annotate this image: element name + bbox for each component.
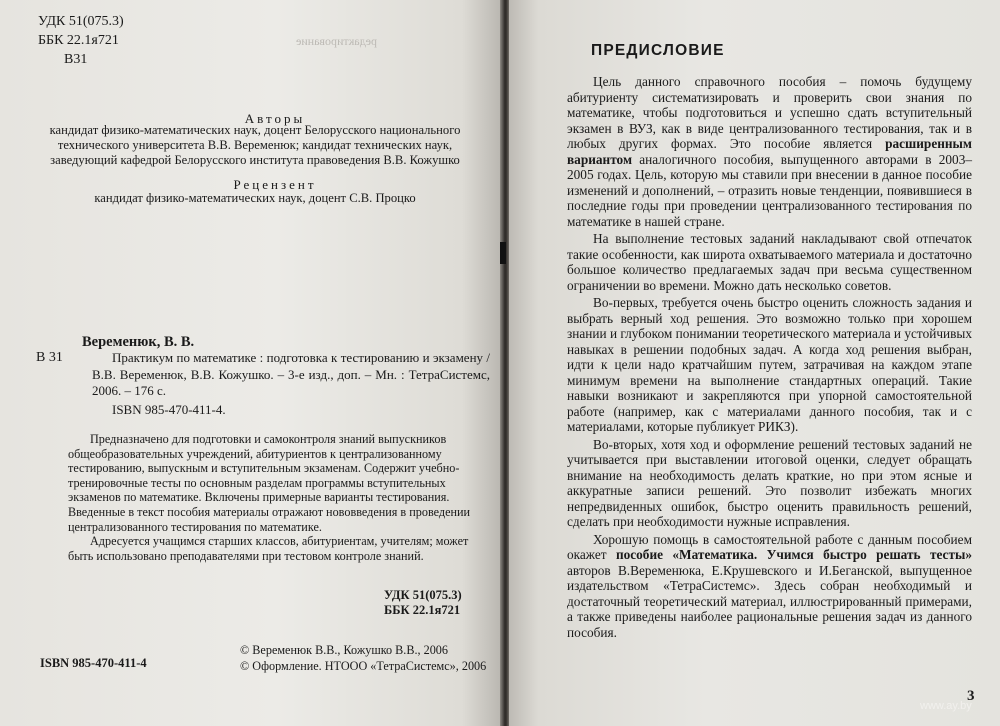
abstract-paragraph: Адресуется учащимся старших классов, абитуриентам, учителям; может быть использовано преподавателями при тестовом контроле знаний. [68,534,469,563]
isbn-bottom: ISBN 985-470-411-4 [40,656,147,670]
preface-title: ПРЕДИСЛОВИЕ [591,42,725,59]
author-mark: В31 [64,52,88,67]
preface-body [567,74,972,642]
udk-code: УДК 51(075.3) [384,588,462,602]
catalog-isbn: ISBN 985-470-411-4. [112,401,226,417]
bleed-through-text: редактирование [296,34,377,48]
catalog-index: В 31 [36,350,63,365]
page-number: 3 [967,688,975,704]
bbk-code: ББК 22.1я721 [38,33,119,48]
authors-heading: Авторы [244,111,306,126]
watermark: www.ay.by [920,700,972,712]
right-page [509,0,1000,726]
preface-paragraph: Во-первых, требуется очень быстро оценить сложность задания и выбрать верный ход решения. Это возможно только при хорошем знании и глубоком понимании теоретического материала и устойчивых навыках в решении подобных задач. А когда ход решения выбран, идти к цели надо кратчайшим путем, затрачивая на каждом этапе минимум времени на выполнение стандартных операций. Такие навыки возникают и закрепляются при упорной самостоятельной работе (например, как с материалами данного пособия, так и с материалами, которые публикует РИКЗ). [567,295,972,434]
preface-emphasis: пособие «Математика. Учимся быстро решать тесты» [615,547,973,562]
abstract [68,432,488,563]
preface-paragraph: На выполнение тестовых заданий накладывают свой отпечаток такие особенности, как широта охватываемого материала и достаточно большое количество предлагаемых задач при весьма существенном ограничении во времени. Можно дать несколько советов. [567,231,972,293]
spine-mark [500,242,506,264]
preface-text: авторов В.Веременюка, Е.Крушевского и И.Беганской, выпущенное издательством «ТетраСистемс». Здесь собран необходимый и достаточный теоретический материал, иллюстрированный примерами, а также приведены наиболее рациональные решения задач из данного пособия. [567,562,972,640]
reviewer-heading: Рецензент [233,177,317,192]
catalog-card [92,350,490,418]
preface-text: Цель данного справочного пособия – помочь будущему абитуриенту систематизировать и проверить свои знания по математике, чтобы подготовиться и успешно сдать вступительный экзамен в ВУЗ, как в виде централизованного тестирования, так и в любых других формах. Это пособие является [567,74,972,151]
authors-text [40,123,470,168]
copyright [240,642,486,674]
authors-line: технического университета В.В. Веременюк; кандидат технических наук, [57,138,453,152]
preface-paragraph [567,74,972,229]
abstract-paragraph: Предназначено для подготовки и самоконтроля знаний выпускников общеобразовательных учреждений, абитуриентов к централизованному тестированию, выпускным и вступительным экзаменам. Содержит учебно-тренировочные тесты по основным разделам программы вступительных экзаменов по математике. Включены примерные варианты тестирования. Введенные в текст пособия материалы отражают нововведения в проведении централизованного тестирования по математике. [68,432,471,534]
authors-line: кандидат физико-математических наук, доцент Белорусского национального [49,123,461,137]
udk-bbk-top [38,12,124,69]
catalog-author: Веременюк, В. В. [82,334,195,350]
bbk-code: ББК 22.1я721 [384,603,461,617]
copyright-line: © Веременюк В.В., Кожушко В.В., 2006 [240,643,448,657]
preface-paragraph: Во-вторых, хотя ход и оформление решений тестовых заданий не учитывается при выставлении итоговой оценки, следует обращать внимание на необходимость делать краткие, но при этом ясные и аккуратные записи решений. Это позволит избежать многих непредвиденных ошибок, быстро оценить правильность решений, сделать при необходимости нужные исправления. [567,436,972,529]
authors-line: заведующий кафедрой Белорусского института правоведения В.В. Кожушко [50,153,460,167]
preface-emphasis: расширенным вариантом [567,136,972,167]
preface-text: Хорошую помощь в самостоятельной работе с данным пособием окажет [567,531,972,562]
copyright-line: © Оформление. НТООО «ТетраСистемс», 2006 [240,659,487,673]
preface-paragraph [567,532,972,641]
reviewer-text: кандидат физико-математических наук, доцент С.В. Процко [94,191,416,205]
catalog-description: Практикум по математике : подготовка к тестированию и экзамену / В.В. Веременюк, В.В. Кожушко. – 3-е изд., доп. – Мн. : ТетраСистемс, 2006. – 176 с. [92,350,490,398]
udk-code: УДК 51(075.3) [38,14,124,29]
udk-bbk-bottom [384,588,462,618]
preface-text: аналогичного пособия, выпущенного авторами в 2003–2005 годах. Цель, которую мы ставили при внесении в данное пособие изменений и дополнений, – отразить новые тенденции, появившиеся в последние годы при проведении централизованного тестирования по математике в нашей стране. [567,151,972,229]
